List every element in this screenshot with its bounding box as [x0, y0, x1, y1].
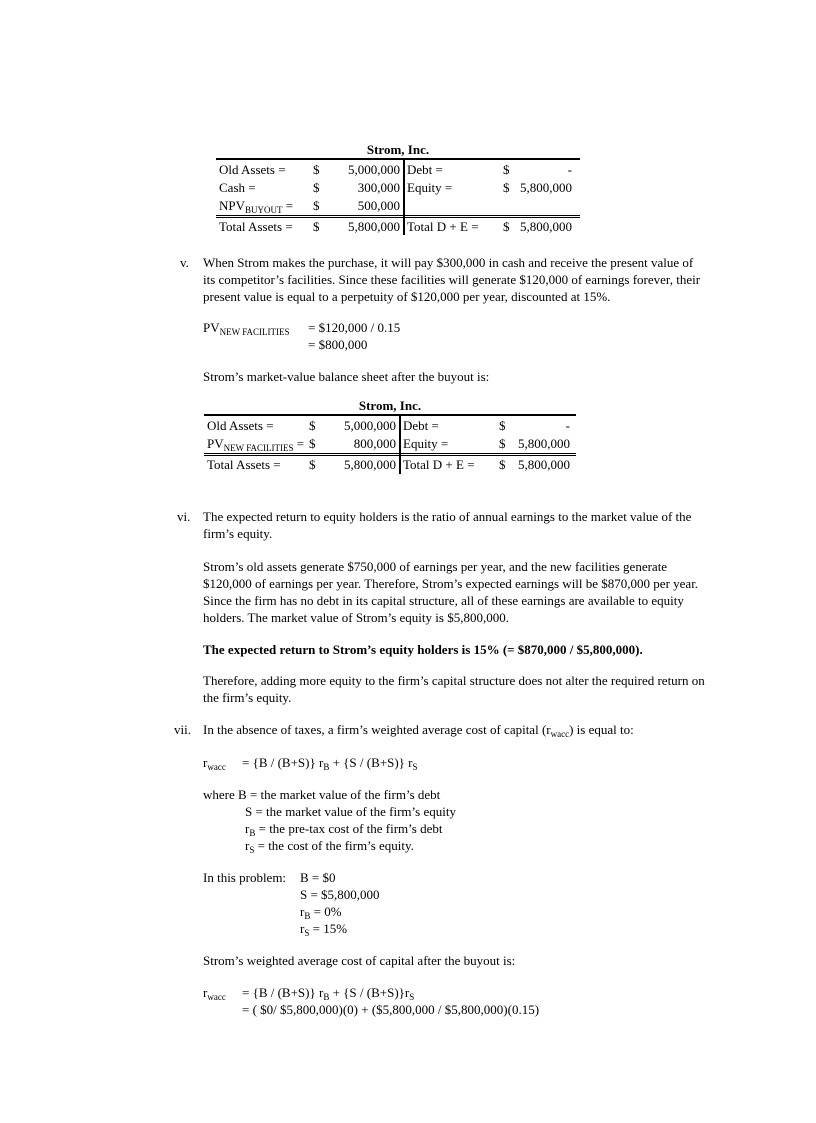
wacc-calc-line1: = {B / (B+S)} $r_B + \{S / (B+S)\}r_S$: [242, 985, 415, 1002]
table-title: Strom, Inc.: [366, 142, 430, 157]
section-marker: v.: [180, 255, 189, 270]
table-title: Strom, Inc.: [358, 398, 422, 413]
section-marker: vii.: [174, 722, 191, 737]
table-top-rule: [216, 158, 580, 160]
table-top-rule: [204, 414, 576, 416]
total-rule-bottom: [204, 455, 576, 456]
wacc-formula-label: $r_{wacc}$: [203, 755, 226, 772]
total-rule-bottom: [216, 217, 580, 218]
total-rule-top: [204, 453, 576, 454]
table-divider: [403, 158, 405, 235]
total-rule-top: [216, 215, 580, 216]
wacc-calc-line2: = ( $0/ $5,800,000)(0) + ($5,800,000 / $5,800,000)(0.15): [242, 1002, 540, 1017]
pv-label: $PV_{NEW FACILITIES}$: [203, 320, 290, 337]
wacc-formula: = {B / (B+S)} $r_B + \{S / (B+S)\}$ $r_S$: [242, 755, 418, 772]
section-marker: vi.: [177, 509, 191, 524]
table-divider: [399, 414, 401, 474]
conclusion-bold: The expected return to Strom’s equity holders is 15% (= $870,000 / $5,800,000).: [203, 642, 643, 657]
